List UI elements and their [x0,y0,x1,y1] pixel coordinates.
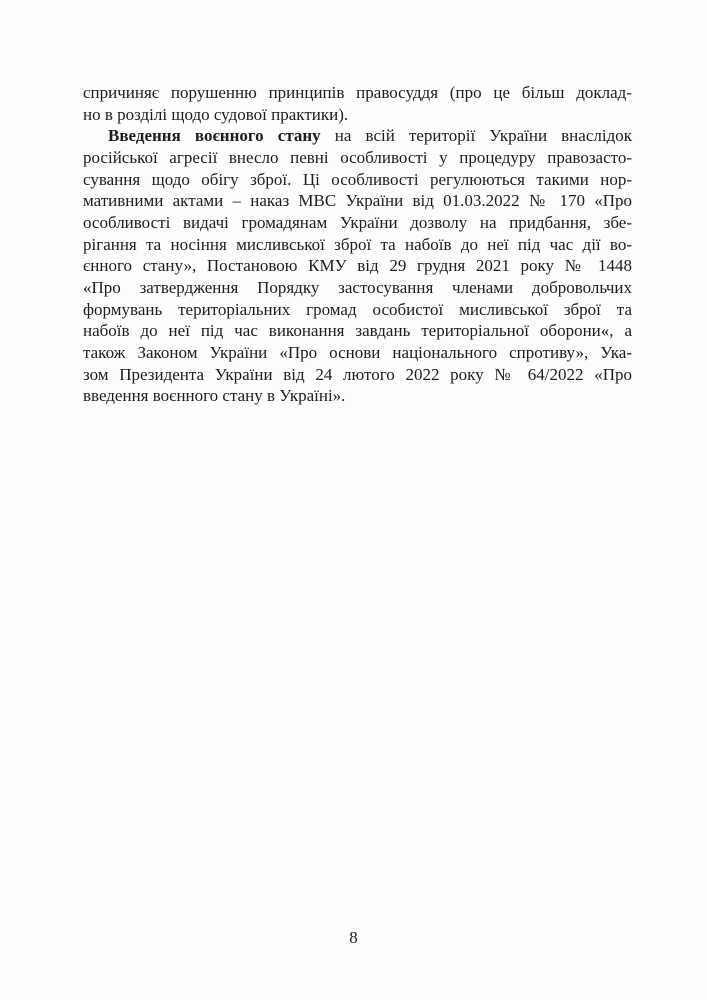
paragraph-2-lines [83,147,632,407]
lead-line-rest: на всій території України внаслідок [320,126,632,146]
text-line: но в розділі щодо судової практики). [83,104,349,124]
text-line: зом Президента України від 24 лютого 2022 року № 64/2022 «Про [83,364,632,384]
text-line: особливості видачі громадянам України дозволу на придбання, збе- [83,212,632,232]
paragraph-2 [83,125,632,407]
page-number: 8 [349,928,358,947]
text-line: також Законом України «Про основи національного спротиву», Ука- [83,342,632,362]
text-line: мативними актами – наказ МВС України від 01.03.2022 № 170 «Про [83,191,632,211]
text-line: формувань територіальних громад особистої мисливської зброї та [83,299,632,319]
text-block [83,82,632,407]
text-line: єнного стану», Постановою КМУ від 29 грудня 2021 року № 1448 [83,256,632,276]
paragraph-1-lines [83,82,632,125]
text-line: введення воєнного стану в Україні». [83,386,346,406]
bold-lead-phrase: Введення воєнного стану [108,126,321,146]
text-line: набоїв до неї під час виконання завдань територіальної оборони«, а [83,321,632,341]
paragraph-1 [83,82,632,125]
text-line: рігання та носіння мисливської зброї та набоїв до неї під час дії во- [83,234,632,254]
text-line: сування щодо обігу зброї. Ці особливості регулюються такими нор- [83,169,632,189]
paragraph-2-lead-line [83,125,632,147]
text-line: «Про затвердження Порядку застосування членами добровольчих [83,277,632,297]
text-line: спричиняє порушенню принципів правосуддя (про це більш доклад- [83,83,632,102]
text-line: російської агресії внесло певні особливості у процедуру правозасто- [83,147,632,167]
